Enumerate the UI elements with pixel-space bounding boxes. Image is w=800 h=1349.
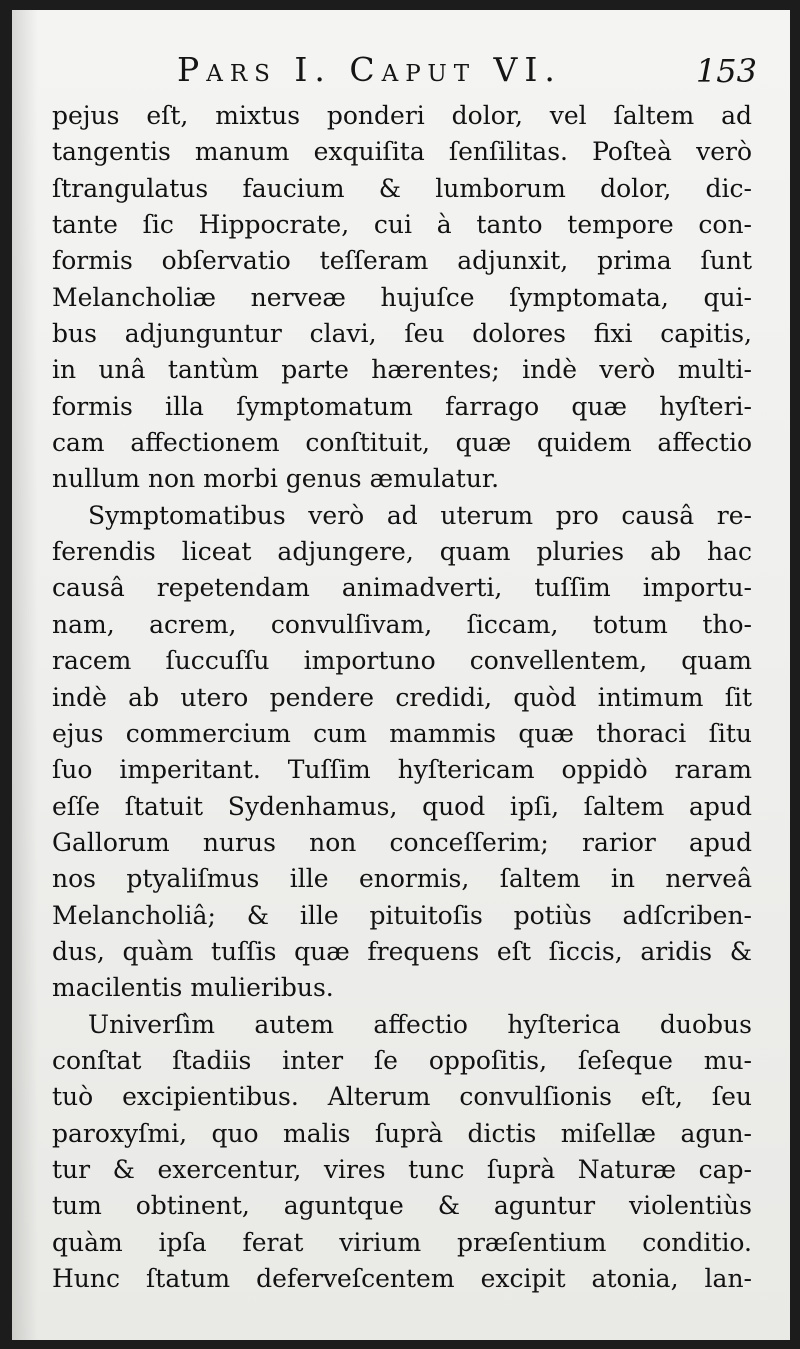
text-line: tante ſic Hippocrate, cui à tanto tempore con-: [52, 210, 752, 240]
text-line: tum obtinent, aguntque & aguntur violentiùs: [52, 1191, 752, 1221]
text-line: in unâ tantùm parte hærentes; indè verò multi-: [52, 355, 752, 385]
text-line: eſſe ſtatuit Sydenhamus, quod ipſi, ſaltem apud: [52, 791, 752, 821]
text-line: conſtat ſtadiis inter ſe oppoſitis, ſeſeque mu-: [52, 1045, 752, 1075]
page-number: 153: [695, 52, 757, 90]
text-line: ſtrangulatus faucium & lumborum dolor, dic-: [52, 173, 752, 203]
body-text: [52, 98, 752, 1297]
text-line: ferendis liceat adjungere, quam pluries ab hac: [52, 537, 752, 567]
text-line: tuò excipientibus. Alterum convulſionis eſt, ſeu: [52, 1082, 752, 1112]
text-line: ſuo imperitant. Tuſſim hyſtericam oppidò raram: [52, 755, 752, 785]
running-head: [177, 50, 757, 96]
text-line: Univerſìm autem affectio hyſterica duobus: [88, 1009, 752, 1039]
text-line: Gallorum nurus non conceſſerim; rarior apud: [52, 827, 752, 857]
text-line: cam affectionem conſtituit, quæ quidem affectio: [52, 428, 752, 458]
text-line: nullum non morbi genus æmulatur.: [52, 464, 500, 494]
text-line: Hunc ſtatum deferveſcentem excipit atonia, lan-: [52, 1264, 752, 1293]
text-line: formis obſervatio teſſeram adjunxit, prima ſunt: [52, 246, 752, 276]
text-line: causâ repetendam animadverti, tuſſim importu-: [52, 573, 752, 603]
text-line: Symptomatibus verò ad uterum pro causâ re-: [88, 500, 752, 530]
text-line: racem ſuccuſſu importuno convellentem, quam: [52, 646, 752, 676]
text-line: paroxyſmi, quo malis ſuprà dictis miſellæ agun-: [52, 1118, 752, 1148]
text-line: tangentis manum exquiſita ſenſilitas. Poſteà verò: [52, 137, 752, 167]
text-line: formis illa ſymptomatum farrago quæ hyſteri-: [52, 391, 752, 421]
text-line: indè ab utero pendere credidi, quòd intimum ſit: [52, 682, 752, 712]
text-line: bus adjunguntur clavi, ſeu dolores fixi capitis,: [52, 319, 752, 349]
text-line: pejus eſt, mixtus ponderi dolor, vel ſaltem ad: [52, 101, 752, 130]
book-page: [12, 10, 790, 1340]
text-line: macilentis mulieribus.: [52, 973, 334, 1003]
running-title: Pars I. Caput VI.: [177, 50, 562, 89]
text-line: ejus commercium cum mammis quæ thoraci ſitu: [52, 718, 752, 748]
text-line: Melancholiæ nerveæ hujuſce ſymptomata, qui-: [52, 282, 752, 312]
text-line: nam, acrem, convulſivam, ſiccam, totum tho-: [52, 609, 752, 639]
text-line: nos ptyaliſmus ille enormis, ſaltem in nerveâ: [52, 864, 752, 894]
text-line: Melancholiâ; & ille pituitoſis potiùs adſcriben-: [52, 900, 752, 930]
text-line: quàm ipſa ferat virium præſentium conditio.: [52, 1227, 752, 1257]
text-line: tur & exercentur, vires tunc ſuprà Naturæ cap-: [52, 1154, 752, 1184]
text-line: dus, quàm tuſſis quæ frequens eſt ſiccis, aridis &: [52, 936, 752, 966]
